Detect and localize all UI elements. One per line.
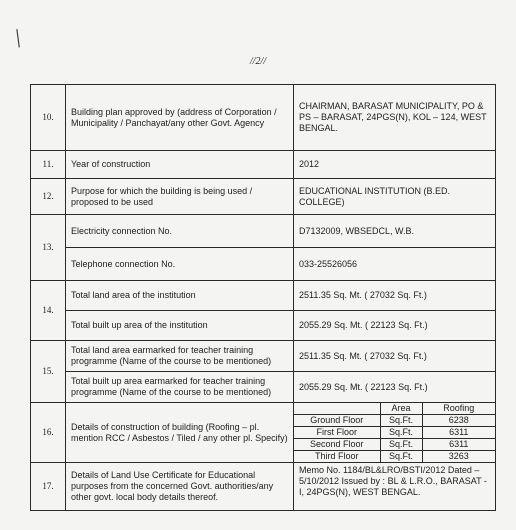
row-number: 11. — [31, 151, 66, 179]
row-value: D7132009, WBSEDCL, W.B. — [294, 215, 496, 248]
floor-label: Second Floor — [294, 439, 380, 451]
row-number: 12. — [31, 179, 66, 215]
row-label: Electricity connection No. — [66, 215, 294, 248]
floor-area: Sq.Ft. — [380, 439, 422, 451]
page-number: //2// — [250, 56, 267, 67]
row-number: 16. — [31, 403, 66, 463]
table-row — [31, 403, 496, 463]
table-row — [31, 248, 496, 281]
area-header: Area — [380, 403, 422, 415]
scan-mark: ╱ — [9, 29, 26, 48]
table-row — [31, 179, 496, 215]
floor-area: Sq.Ft. — [380, 451, 422, 463]
row-label: Details of Land Use Certificate for Educational purposes from the concerned Govt. authorities/any other govt. local body details thereof. — [66, 463, 294, 511]
row-label: Purpose for which the building is being used / proposed to be used — [66, 179, 294, 215]
table-row — [31, 215, 496, 248]
floor-roofing: 6311 — [422, 439, 495, 451]
row-number: 17. — [31, 463, 66, 511]
floor-area: Sq.Ft. — [380, 415, 422, 427]
construction-table — [294, 403, 495, 462]
row-value: 033-25526056 — [294, 248, 496, 281]
row-label: Details of construction of building (Roofing – pl. mention RCC / Asbestos / Tiled / any other pl. Specify) — [66, 403, 294, 463]
table-row — [31, 341, 496, 372]
row-number: 13. — [31, 215, 66, 281]
floor-area: Sq.Ft. — [380, 427, 422, 439]
floor-roofing: 6238 — [422, 415, 495, 427]
details-table — [30, 84, 496, 511]
row-value: CHAIRMAN, BARASAT MUNICIPALITY, PO & PS – BARASAT, 24PGS(N), KOL – 124, WEST BENGAL. — [294, 85, 496, 151]
floor-roofing: 3263 — [422, 451, 495, 463]
row-label: Year of construction — [66, 151, 294, 179]
roofing-header: Roofing — [422, 403, 495, 415]
table-row — [31, 151, 496, 179]
table-row — [31, 311, 496, 341]
row-label: Building plan approved by (address of Corporation / Municipality / Panchayat/any other Govt. Agency — [66, 85, 294, 151]
floor-label: First Floor — [294, 427, 380, 439]
row-value: 2055.29 Sq. Mt. ( 22123 Sq. Ft.) — [294, 311, 496, 341]
floor-row — [294, 427, 495, 439]
row-label: Total land area of the institution — [66, 281, 294, 311]
construction-header-row — [294, 403, 495, 415]
row-label: Total built up area of the institution — [66, 311, 294, 341]
floor-roofing: 6311 — [422, 427, 495, 439]
row-value: Memo No. 1184/BL&LRO/BSTI/2012 Dated – 5/10/2012 Issued by : BL & L.R.O., BARASAT -I, 24PGS(N), WEST BENGAL. — [294, 463, 496, 511]
row-label: Total land area earmarked for teacher training programme (Name of the course to be mentioned) — [66, 341, 294, 372]
floor-label: Ground Floor — [294, 415, 380, 427]
row-value: 2511.35 Sq. Mt. ( 27032 Sq. Ft.) — [294, 341, 496, 372]
row-number: 10. — [31, 85, 66, 151]
row-number: 15. — [31, 341, 66, 403]
row-label: Telephone connection No. — [66, 248, 294, 281]
row-value: 2012 — [294, 151, 496, 179]
table-row — [31, 281, 496, 311]
table-row — [31, 463, 496, 511]
row-value: 2511.35 Sq. Mt. ( 27032 Sq. Ft.) — [294, 281, 496, 311]
table-row — [31, 85, 496, 151]
construction-cell — [294, 403, 496, 463]
row-number: 14. — [31, 281, 66, 341]
row-label: Total built up area earmarked for teacher training programme (Name of the course to be mentioned) — [66, 372, 294, 403]
floor-row — [294, 415, 495, 427]
row-value: EDUCATIONAL INSTITUTION (B.ED. COLLEGE) — [294, 179, 496, 215]
floor-row — [294, 451, 495, 463]
row-value: 2055.29 Sq. Mt. ( 22123 Sq. Ft.) — [294, 372, 496, 403]
table-row — [31, 372, 496, 403]
floor-row — [294, 439, 495, 451]
floor-label: Third Floor — [294, 451, 380, 463]
